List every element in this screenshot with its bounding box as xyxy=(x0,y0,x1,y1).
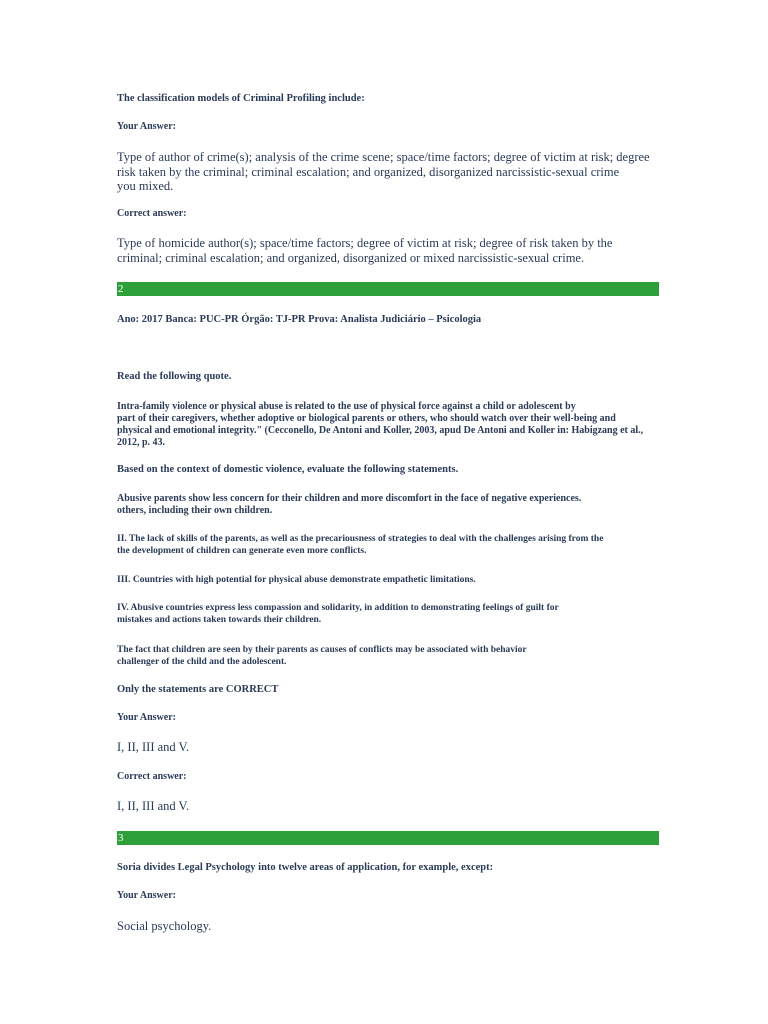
q2-number-bar: 2 xyxy=(117,282,659,296)
q2-quote: Intra-family violence or physical abuse is related to the use of physical force against a child or adolescent by part of their caregivers, whether adoptive or biological parents or others, who should watch over their well-being and physical and emotional integrity." (Cecconello, De Antoni and Koller, 2003, apud De Antoni and Koller in: Habigzang et al., 2012, p. 43. xyxy=(117,401,644,448)
q2-statement-3: III. Countries with high potential for physical abuse demonstrate empathetic limitations. xyxy=(117,575,476,585)
q2-prompt: Only the statements are CORRECT xyxy=(117,684,279,695)
q2-statement-2: II. The lack of skills of the parents, as well as the precariousness of strategies to deal with the challenges arising from the the development of children can generate even more conflicts. xyxy=(117,534,604,556)
q2-header: Ano: 2017 Banca: PUC-PR Órgão: TJ-PR Prova: Analista Judiciário – Psicologia xyxy=(117,314,482,325)
q1-your-answer: Type of author of crime(s); analysis of the crime scene; space/time factors; degree of victim at risk; degree risk taken by the criminal; criminal escalation; and organized, disorganized narcissistic-sexual crime you mixed. xyxy=(117,150,650,193)
q1-your-answer-label: Your Answer: xyxy=(117,121,176,132)
q3-your-answer: Social psychology. xyxy=(117,919,212,933)
q1-correct-answer-label: Correct answer: xyxy=(117,208,187,219)
q2-context: Based on the context of domestic violence, evaluate the following statements. xyxy=(117,464,459,475)
q2-statement-1: Abusive parents show less concern for their children and more discomfort in the face of negative experiences. others, including their own children. xyxy=(117,493,582,516)
q2-your-answer: I, II, III and V. xyxy=(117,740,190,754)
q2-your-answer-label: Your Answer: xyxy=(117,712,176,723)
q3-question: Soria divides Legal Psychology into twelve areas of application, for example, except: xyxy=(117,862,494,873)
q2-statement-5: The fact that children are seen by their parents as causes of conflicts may be associated with behavior challenger of the child and the adolescent. xyxy=(117,645,527,667)
q3-your-answer-label: Your Answer: xyxy=(117,890,176,901)
q2-instruction: Read the following quote. xyxy=(117,371,232,382)
q2-correct-answer-label: Correct answer: xyxy=(117,771,187,782)
q1-correct-answer: Type of homicide author(s); space/time factors; degree of victim at risk; degree of risk taken by the criminal; criminal escalation; and organized, disorganized or mixed narcissistic-sexual crime. xyxy=(117,236,613,265)
q2-correct-answer: I, II, III and V. xyxy=(117,799,190,813)
q1-question: The classification models of Criminal Profiling include: xyxy=(117,93,365,104)
q2-statement-4: IV. Abusive countries express less compassion and solidarity, in addition to demonstrating feelings of guilt for mistakes and actions taken towards their children. xyxy=(117,603,559,625)
q3-number-bar: 3 xyxy=(117,831,659,845)
